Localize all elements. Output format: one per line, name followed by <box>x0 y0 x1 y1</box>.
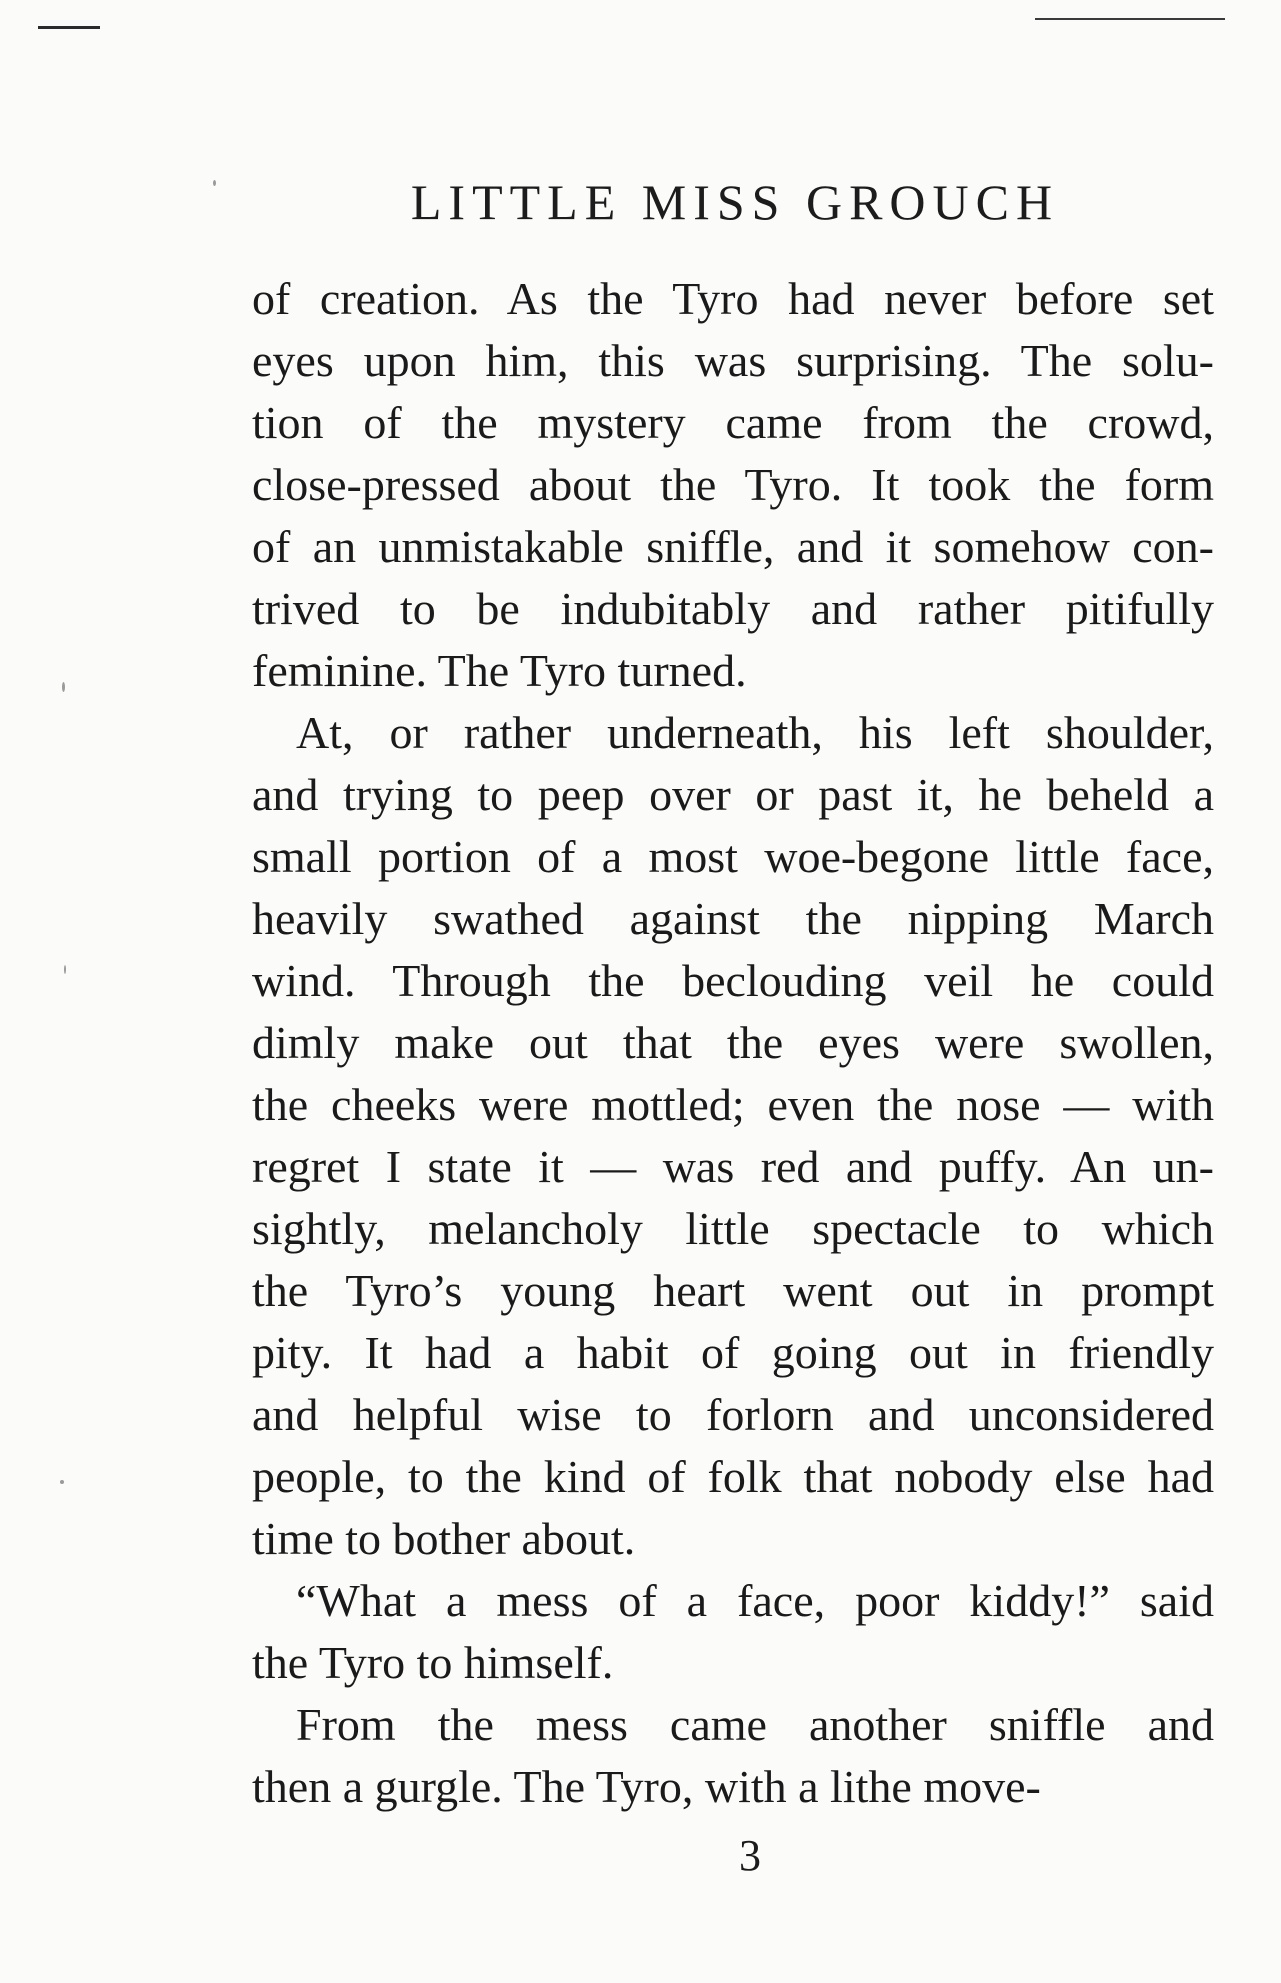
margin-speck <box>64 965 66 974</box>
margin-speck <box>60 1480 64 1484</box>
text-line: At, or rather underneath, his left shoulder, <box>296 707 1214 758</box>
running-head: LITTLE MISS GROUCH <box>410 174 1060 230</box>
body-text <box>252 268 1214 1818</box>
paragraph <box>252 1570 1214 1694</box>
text-line: wind. Through the beclouding veil he could <box>252 955 1214 1006</box>
text-line: time to bother about. <box>252 1513 636 1564</box>
text-line: the Tyro’s young heart went out in prompt <box>252 1265 1214 1316</box>
text-line: pity. It had a habit of going out in friendly <box>252 1327 1214 1378</box>
text-line: of an unmistakable sniffle, and it somehow con- <box>252 521 1214 572</box>
text-line: the Tyro to himself. <box>252 1637 614 1688</box>
top-right-rule <box>1035 18 1225 20</box>
text-line: regret I state it — was red and puffy. An un- <box>252 1141 1214 1192</box>
text-line: feminine. The Tyro turned. <box>252 645 747 696</box>
text-line: people, to the kind of folk that nobody else had <box>252 1451 1214 1502</box>
text-line: trived to be indubitably and rather pitifully <box>252 583 1214 634</box>
text-line: heavily swathed against the nipping March <box>252 893 1214 944</box>
text-line: of creation. As the Tyro had never before set <box>252 273 1214 324</box>
text-line: the cheeks were mottled; even the nose — with <box>252 1079 1214 1130</box>
text-line: and helpful wise to forlorn and unconsidered <box>252 1389 1214 1440</box>
paragraph <box>252 268 1214 702</box>
paragraph <box>252 1694 1214 1818</box>
text-line: From the mess came another sniffle and <box>296 1699 1214 1750</box>
margin-speck <box>62 682 65 692</box>
text-line: and trying to peep over or past it, he beheld a <box>252 769 1214 820</box>
text-line: eyes upon him, this was surprising. The solu- <box>252 335 1214 386</box>
top-left-rule <box>38 26 100 29</box>
text-line: then a gurgle. The Tyro, with a lithe move- <box>252 1761 1041 1812</box>
page-number: 3 <box>739 1831 761 1880</box>
text-line: sightly, melancholy little spectacle to which <box>252 1203 1214 1254</box>
text-line: small portion of a most woe-begone little face, <box>252 831 1214 882</box>
text-line: dimly make out that the eyes were swollen, <box>252 1017 1214 1068</box>
text-line: tion of the mystery came from the crowd, <box>252 397 1214 448</box>
text-line: close-pressed about the Tyro. It took the form <box>252 459 1214 510</box>
paragraph <box>252 702 1214 1570</box>
margin-speck <box>213 180 216 186</box>
text-line: “What a mess of a face, poor kiddy!” said <box>296 1575 1214 1626</box>
